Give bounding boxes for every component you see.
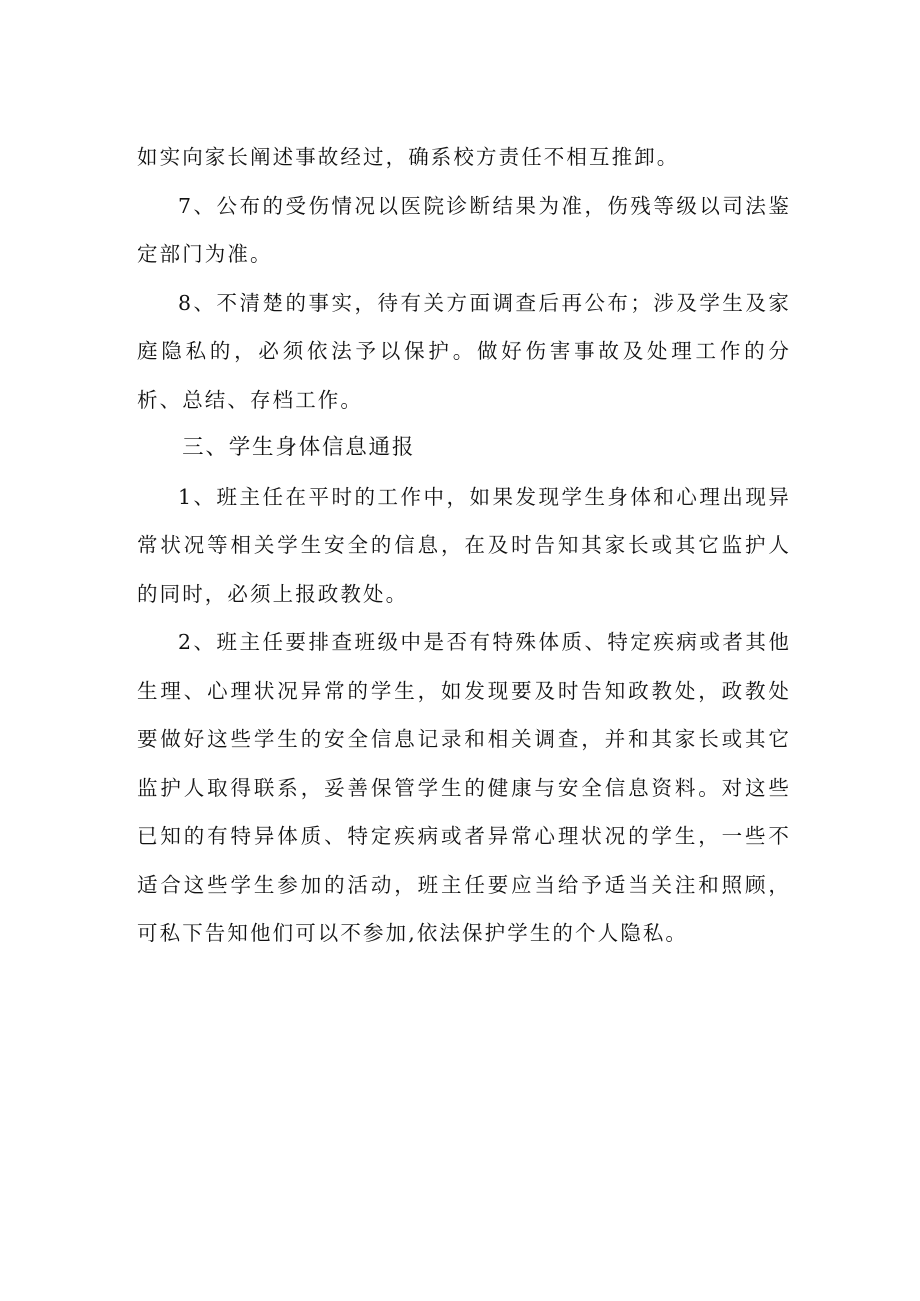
paragraph-item-7: 7、公布的受伤情况以医院诊断结果为准，伤残等级以司法鉴定部门为准。: [137, 193, 791, 266]
section-heading: 三、学生身体信息通报: [182, 435, 416, 460]
paragraph-item-8: 8、不清楚的事实，待有关方面调查后再公布；涉及学生及家庭隐私的，必须依法予以保护。做好伤害事故及处理工作的分析、总结、存档工作。: [137, 290, 791, 412]
paragraph-item-1: 1、班主任在平时的工作中，如果发现学生身体和心理出现异常状况等相关学生安全的信息，在及时告知其家长或其它监护人的同时，必须上报政教处。: [137, 484, 791, 606]
document-body: [137, 133, 791, 958]
paragraph-continuation: 如实向家长阐述事故经过，确系校方责任不相互推卸。: [137, 145, 680, 169]
paragraph-item-2: 2、班主任要排查班级中是否有特殊体质、特定疾病或者其他生理、心理状况异常的学生，如发现要及时告知政教处，政教处要做好这些学生的安全信息记录和相关调查，并和其家长或其它监护人取得联系，妥善保管学生的健康与安全信息资料。对这些已知的有特异体质、特定疾病或者异常心理状况的学生，一些不适合这些学生参加的活动，班主任要应当给予适当关注和照顾，可私下告知他们可以不参加,依法保护学生的个人隐私。: [137, 630, 791, 945]
